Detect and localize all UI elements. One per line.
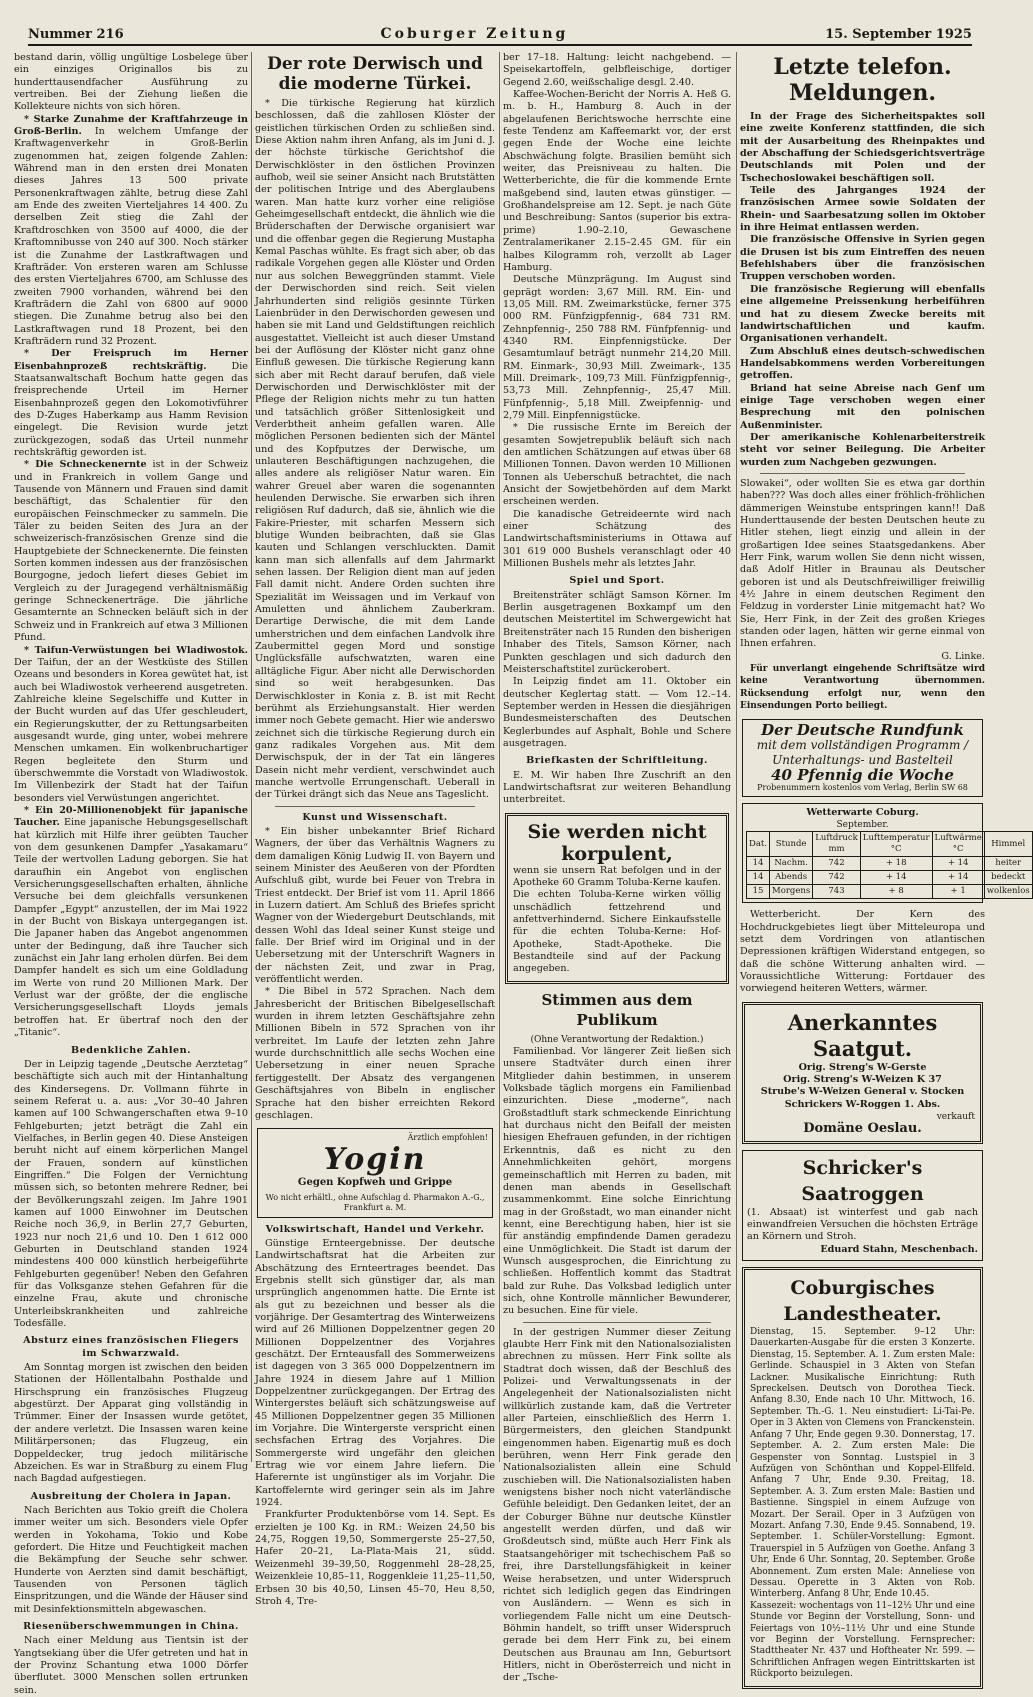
ad-footer: Wo nicht erhältl., ohne Aufschlag d. Pharmakon A.-G., Frankfurt a. M. (265, 1192, 485, 1212)
issue-date: 15. September 1925 (825, 27, 972, 42)
column-divider (499, 52, 500, 1462)
news-item: Die französische Offensive in Syrien gegen die Drusen ist bis zum Eintreffen des neuen Befehlshabers über die französischen Truppen verschoben worden. (740, 234, 985, 283)
column-2 (255, 52, 495, 1607)
weather-month: September. (836, 819, 889, 830)
article-text: Frankfurter Produktenbörse vom 14. Sept. Es erzielten je 100 Kg. in RM.: Weizen 24,50 bis 24,75, Roggen 19,50, Sommergerste 25–27,50, Hafer 20–21, La-Plata-Mais 21, südd. Weizenmehl 39–39,50, Roggenmehl 28–28,25, Weizenkleie 10,85–11, Roggenkleie 11,25–11,50, Erbsen 30 bis 40,50, Linsen 45–70, Heu 8,50, Stroh 4, Tre- (255, 1509, 495, 1607)
table-cell: + 14 (932, 857, 984, 871)
article-text: * Ein bisher unbekannter Brief Richard Wagners, der über das Verhältnis Wagners zu dem damaligen König Ludwig II. von Bayern und seinem Minister des Aeußeren von der Pfordten Aufschluß gibt, wurde bei Feuer von Trebra in Triest entdeckt. Der Brief ist vom 11. April 1866 in Luzern datiert. Am Schluß des Briefes spricht Wagner von der Wiedergeburt Deutschlands, mit dessen Wohl das Ideal seiner Kunst steige und falle. Der Brief wird im Original und in der Uebersetzung mit der Unterschrift Wagners in der nächsten Zeit, und zwar in Prag, veröffentlicht werden. (255, 825, 495, 986)
notice: Für unverlangt eingehende Schriftsätze wird keine Verantwortung übernommen. Rücksendung erfolgt nur, wenn den Einsendungen Porto beiliegt. (740, 664, 985, 712)
table-cell: 742 (813, 871, 861, 885)
table-header: Lufttemperatur °C (860, 832, 932, 857)
section-headline: Bedenkliche Zahlen. (71, 1044, 191, 1056)
theater-title: Coburgisches Landestheater. (783, 1277, 942, 1326)
advertisement-saatroggen (742, 1150, 983, 1261)
table-cell: + 8 (860, 885, 932, 899)
column-1 (14, 52, 248, 1696)
article-text: Am Sonntag morgen ist zwischen den beiden Stationen der Höllentalbahn Posthalde und Hirschsprung ein französisches Flugzeug abgestürzt. Der Apparat ging vollständig in Trümmer. Einer der Insassen wurde getötet, der andere verletzt. Die Insassen waren keine Militärpersonen; das Flugzeug, ein Doppeldecker, trug jedoch militärische Abzeichen. Es war in Straßburg zu einem Flug nach Bagdad aufgestiegen. (14, 1362, 248, 1485)
ad-subtitle: Gegen Kopfweh und Grippe (297, 1177, 453, 1189)
ad-title: Sie werden nicht korpulent, (527, 820, 707, 865)
weather-box (742, 803, 1030, 904)
article-text: * Die russische Ernte im Bereich der gesamten Sowjetrepublik beläuft sich nach den amtlichen Schätzungen auf etwas über 68 Millionen Tonnen. Davon werden 10 Millionen Tonnen als Ueberschuß betrachtet, die nach Ansicht der Sowjetbehörden auf dem Markt erscheinen werden. (503, 422, 731, 508)
article-text: Günstige Ernteergebnisse. Der deutsche Landwirtschaftsrat hat die Arbeiten zur Abschätzung des Ernteertrages beendet. Das Ergebnis stellt sich günstiger dar, als man ursprünglich angenommen hatte. Die Ernte ist als gut zu bezeichnen und besser als die vorjährige. Der Gesamtertrag des Winterweizens wird auf 26 Millionen Doppelzentner gegen 20 Millionen Doppelzentner des Vorjahres geschätzt. Der Ernteausfall des Sommerweizens ist dagegen von 3 365 000 Doppelzentnern im Jahre 1924 in diesem Jahre auf 1 Million Doppelzentner zurückgegangen. Der Ertrag des Wintergerstes beläuft sich schätzungsweise auf 45 Millionen Doppelzentner gegen 35 Millionen im Vorjahre. Die Wintergerste verspricht einen sechsfachen Ertrag des Vorjahres. Die Sommergerste wird ungefähr den gleichen Ertrag wie vor einem Jahre liefern. Die Haferernte ist ungünstiger als im Vorjahr. Die Kartoffelernte wird geringer sein als im Jahre 1924. (255, 1237, 495, 1509)
column-divider (251, 52, 252, 1462)
ad-sign: Domäne Oeslau. (803, 1121, 922, 1137)
signature: G. Linke. (941, 650, 985, 662)
article-text: Die kanadische Getreideernte wird nach einer Schätzung des Landwirtschaftsministeriums in Ottawa auf 301 619 000 Bushels veranschlagt oder 40 Millionen Bushels mehr als letztes Jahr. (503, 508, 731, 570)
news-item: Zum Abschluß eines deutsch-schwedischen Handelsabkommens werden Vorbereitungen getroffen. (740, 345, 985, 382)
section-subheadline: (Ohne Verantwortung der Redaktion.) (530, 1034, 704, 1045)
theater-program (742, 1267, 983, 1689)
ad-line: Der Deutsche Rundfunk (761, 720, 964, 739)
article-text: * Starke Zunahme der Kraftfahrzeuge in Groß-Berlin. In welchem Umfange der Kraftwagenverkehr in Groß-Berlin zugenommen hat, zeigen folgende Zahlen: Während man in den ersten drei Monaten dieses Jahres 13 500 private Personenkraftwagen zählte, betrug diese Zahl am Ende des zweiten Vierteljahres 14 400. Zu derselben Zeit stieg die Zahl der Kraftdroschken von 3500 auf 4000, die der Kraftomnibusse von 240 auf 300. Noch stärker ist die Zunahme der Lastkraftwagen und Krafträder. Von ersteren waren am Schlusse des ersten Vierteljahres 6700, am Schlusse des zweiten 7900 vorhanden, während bei den Krafträdern die Zahl von 6800 auf 9000 stiegen. Die Zunahme betrug also bei den Lastkraftwagen rund 18 Prozent, bei den Krafträdern rund 32 Prozent. (14, 113, 248, 347)
section-title: Letzte telefon. Meldungen. (773, 54, 952, 106)
table-cell: + 14 (932, 871, 984, 885)
masthead: Coburger Zeitung (380, 26, 569, 42)
advertisement-yogin (257, 1128, 493, 1217)
table-cell: + 18 (860, 857, 932, 871)
ad-footer: Probenummern kostenlos vom Verlag, Berlin SW 68 (757, 782, 968, 792)
weather-table (746, 831, 1033, 899)
ad-title: Anerkanntes Saatgut. (787, 1009, 938, 1061)
article-text: bestand darin, völlig ungültige Losbelege über ein einziges Originallos bis zu hunderttausendfacher Ausführung zu vertreiben. Bei der Ziehung ließen die Kollekteure nichts von sich hören. (14, 52, 248, 113)
ad-tagline: Ärztlich empfohlen! (407, 1133, 488, 1143)
article-text: ber 17–18. Haltung: leicht nachgebend. — Speisekartoffeln, gelbfleischige, dortiger Gegend 2.60, weißschalige desgl. 2.40. (503, 52, 731, 88)
article-text: In Leipzig findet am 11. Oktober ein deutscher Keglertag statt. — Vom 12.–14. September werden in Hessen die diesjährigen Bundesmeisterschaften des Deutschen Keglerbundes auf Asphalt, Bohle und Schere ausgetragen. (503, 676, 731, 749)
table-cell: + 1 (932, 885, 984, 899)
advertisement-rundfunk (742, 719, 983, 797)
article-headline: * Starke Zunahme der Kraftfahrzeuge in Groß-Berlin. (14, 113, 248, 138)
article-text: Der in Leipzig tagende „Deutsche Aerztetag“ beschäftigte sich auch mit der Hintanhaltung des Kindersegens. Dr. Vollmann führte in seinem Referat u. a. aus: „Vor 30–40 Jahren kamen auf 100 Schwangerschaften etwa 9–10 Fehlgeburten; jetzt beträgt die Zahl ein Vielfaches, in Berlin gegen 40. Diese Ansteigen beruht nicht auf einem körperlichen Mangel der Frauen, sondern auf künstlichen Eingriffen.“ Die Folgen der Vernichtung müssen sich, so betonten mehrere Redner, bei der Bevölkerungszahl zeigen. Im Jahre 1901 kamen auf 1000 Einwohner im Deutschen Reiche noch 36,9, in Berlin 27,7 Geburten, 1923 nur noch 21,6 und 10. Den 1 612 000 Geburten in Deutschland standen 1924 mindestens 400 000 künstlich herbeigeführte Fehlgeburten gegenüber! Neben den Gefahren für das Volksganze stehen Gefahren für die einzelne Frau, akute und chronische Unterleibskrankheiten und zahlreiche Todesfälle. (14, 1058, 248, 1330)
table-header-row (747, 832, 1033, 857)
ad-line: Schrickers W-Roggen 1. Abs. (784, 1098, 941, 1110)
article-text: Nach einer Meldung aus Tientsin ist der Yangtsekiang über die Ufer getreten und hat in der Provinz Schantung etwa 1000 Dörfer überflutet. 3000 Menschen sollen ertrunken sein. (14, 1635, 248, 1696)
news-item: Der amerikanische Kohlenarbeiterstreik steht vor seiner Beilegung. Die Arbeiter wurden zum Nachgeben gezwungen. (740, 431, 985, 468)
ad-line: mit dem vollständigen Programm / Unterhaltungs- und Bastelteil (756, 737, 969, 767)
article-text: * Taifun-Verwüstungen bei Wladiwostok. Der Taifun, der an der Westküste des Stillen Ozeans und besonders in Korea gewütet hat, ist auch bei Wladiwostok verheerend ausgetreten. Zahlreiche kleine Segelschiffe und Kutter in der Bucht wurden auf das Ufer geschleudert, ein Regierungskutter, der zu Rettungsarbeiten ausgesandt wurde, ging unter, wobei mehrere Menschen umkamen. Ein wolkenbruchartiger Regen begleitete den Sturm und überschwemmte die Vorstadt von Wladiwostok. Im Villenbezirk der Stadt hat der Taifun besonders viel Verwüstungen angerichtet. (14, 644, 248, 804)
article-text: * Die Bibel in 572 Sprachen. Nach dem Jahresbericht der Britischen Bibelgesellschaft wurden in ihrem letzten Geschäftsjahre zehn Millionen Bibeln in 572 Sprachen von ihr verbreitet. Im Laufe der letzten zehn Jahre wurde durchschnittlich alle sechs Wochen eine Uebersetzung in einer neuen Sprache fertiggestellt. Der Absatz des vergangenen Geschäftsjahres von Bibeln in englischer Sprache hat den bisher erreichten Rekord geschlagen. (255, 986, 495, 1121)
article-text: Wetterbericht. Der Kern des Hochdruckgebietes liegt über Mitteleuropa und setzt dem Vordringen von atlantischen Depressionen kräftigen Widerstand entgegen, so daß die schöne Witterung anhalten wird. — Voraussichtliche Witterung: Fortdauer des vorwiegend heiteren Wetters, wärmer. (740, 909, 985, 995)
table-cell: 14 (747, 871, 770, 885)
ad-logo: Yogin (323, 1142, 427, 1178)
table-cell: heiter (984, 857, 1032, 871)
ad-line: Orig. Streng's W-Weizen K 37 (783, 1073, 942, 1085)
article-text: Familienbad. Vor längerer Zeit ließen sich unsere Stadtväter durch einen ihrer Mitglieder dahin bestimmen, in unserem Volksbade täglich morgens ein Familienbad einzurichten. Diese „moderne“, nach Großstadtluft stark schmeckende Einrichtung hat durchaus nicht den Beifall der meisten hiesigen Ehefrauen gefunden, in der richtigen Erkenntnis, daß es nicht zu den Annehmlichkeiten gehört, morgens gemeinschaftlich mit Herren zu baden, mit denen man abends in Gesellschaft zusammenkommt. Eine solche Einrichtung mag in der Großstadt, wo man einander nicht kennt, eine Berechtigung haben, hier ist sie für anständig empfindende Damen geradezu eine Unmöglichkeit. Die Stadt ist darum der Wunsch ausgesprochen, die Einrichtung zu schließen. Hoffentlich kommt das Stadtrat bald zur Ruhe. Das Volksbad lediglich unter sich, ohne Kontrolle männlicher Bewunderer, zu besuchen. Eine für viele. (503, 1046, 731, 1317)
theater-text: Dienstag, 15. September. 9–12 Uhr: Dauerkarten-Ausgabe für die ersten 3 Konzerte. Dienstag, 15. September. A. 1. Zum ersten Male: Gerlinde. Schauspiel in 3 Akten von Stefan Lackner. Musikalische Einrichtung: Ruth Spreckelsen. Deutsch von Dorothea Tieck. Anfang 8.30, Ende nach 10 Uhr. Mittwoch, 16. September. Th.-G. 1. Neu einstudiert: Li-Tai-Pe. Oper in 3 Akten von Clemens von Franckenstein. Anfang 7 Uhr, Ende gegen 9.30. Donnerstag, 17. September. A. 2. Zum ersten Male: Die Gespenster von Sonntag. Lustspiel in 3 Aufzügen von Schönthan und Koppel-Ellfeld. Anfang 7 Uhr, Ende 9.30. Freitag, 18. September. A. 3. Zum ersten Male: Bastien und Bastienne. Singspiel in einem Aufzuge von Mozart. Der Serail. Oper in 3 Aufzügen von Mozart. Anfang 7.30, Ende 9.45. Sonnabend, 19. September. 1. Schüler-Vorstellung: Egmont. Trauerspiel in 5 Aufzügen von Goethe. Anfang 3 Uhr, Ende 6 Uhr. Sonntag, 20. September. Große Abonnement. Zum ersten Male: Anneliese von Dessau. Operette in 3 Akten von Rob. Winterberg. Anfang 8 Uhr, Ende 10.45. (750, 1327, 975, 1600)
article-headline: * Der Freispruch im Herner Eisenbahnprozeß rechtskräftig. (14, 348, 248, 372)
ad-price: 40 Pfennig die Woche (771, 765, 954, 784)
section-headline: Absturz eines französischen Fliegers im Schwarzwald. (23, 1335, 239, 1359)
section-headline: Spiel und Sport. (569, 575, 665, 587)
column-divider (736, 52, 737, 1462)
news-item: Teile des Jahrganges 1924 der französischen Armee sowie Soldaten der Rhein- und Saarbesatzung sollen im Oktober in ihre Heimat entlassen werden. (740, 185, 985, 234)
ad-line: Orig. Streng's W-Gerste (798, 1061, 927, 1073)
table-cell: 15 (747, 885, 770, 899)
ad-text: (1. Absaat) ist winterfest und gab nach einwandfreien Versuchen die höchsten Erträge an Körnern und Stroh. (747, 1206, 978, 1243)
ad-title: Schricker's Saatroggen (801, 1156, 924, 1205)
article-text: * Die türkische Regierung hat kürzlich beschlossen, daß die zahllosen Klöster der geistlichen türkischen Orden zu schließen sind. Diese Aktion nahm ihren Anfang, als im Juni d. J. der höchste türkische Gerichtshof die Derwischklöster in den östlichen Provinzen aufhob, weil sie seiner Ansicht nach Brutstätten der politischen Intrige und des Aberglaubens waren. Man hatte kurz vorher eine religiöse Geheimgesellschaft entdeckt, die ähnlich wie die Brüderschaften der Derwische organisiert war und die offenbar gegen die Regierung Mustapha Kemal Paschas wühlte. Es fragt sich aber, ob das radikale Vorgehen gegen alle Klöster und Orden nur aus solchen Beweggründen stammt. Viele der Derwischorden sind reich. Seit vielen Jahrhunderten sind religiös gesinnte Türken Laienbrüder in den Derwischorden gewesen und haben sie mit Land und Geldstiftungen reichlich ausgestattet. Vielleicht ist auch dieser Umstand bei der Auflösung der Klöster nicht ganz ohne Einfluß gewesen. Die türkische Regierung kann sich aber mit Recht darauf berufen, daß viele Derwischorden und Derwischklöster mit der Pflege der Religion nichts mehr zu tun hatten und tatsächlich größer Sittenlosigkeit und Verderbtheit anheim gefallen waren. Alle möglichen Personen bedienten sich der Mäntel und des Kopfputzes der Derwische, um unlauteren Beschäftigungen nachzugehen, die alles andere als religiöser Natur waren. Ein wahrer Greuel aber waren die sogenannten heulenden Derwische. Sie erwarben sich ihren religiösen Ruf dadurch, daß sie, ähnlich wie die Fakire-Priester, mit scharfen Messern sich blutige Wunden beibrachten, daß sie Glas kauten und Schlangen verschluckten. Damit kann man sich allenfalls auf dem Jahrmarkt sehen lassen. Der Religion dient man auf jeden Fall damit nicht. Andere Orden suchten ihre Spezialität im Weissagen und im Verkauf von Amuletten und ähnlichem Zauberkram. Derartige Derwische, die mit dem Lande umherstrichen und dem einfachen Landvolk ihre Zaubermittel gegen Mord und sonstige Unglücksfälle aufschwatzten, waren eine alltägliche Figur. Aber nicht alle Derwischorden sind so weit herabgesunken. Das Derwischkloster in Konia z. B. ist mit Recht berühmt als Erziehungsanstalt. Hier werden immer noch Gebete gemacht. Hier wie anderswo zeichnet sich die türkische Regierung durch ein ganz radikales Vorgehen aus. Mit dem Derwischspuk, der in der Tat ein längeres Dasein nicht mehr verdient, verschwindet auch manche wertvolle Errungenschaft. Ueberall in der Türkei drängt sich das Neue ans Tageslicht. (255, 98, 495, 801)
article-text: E. M. Wir haben Ihre Zuschrift an den Landwirtschaftsrat zur weiteren Behandlung unterbreitet. (503, 769, 731, 806)
table-row (747, 871, 1033, 885)
table-cell: Abends (770, 871, 813, 885)
article-text: In der gestrigen Nummer dieser Zeitung glaubte Herr Fink mit den Nationalsozialisten abrechnen zu müssen. Herr Fink sollte als Stadtrat doch wissen, daß der Beschluß des Polizei- und Verwaltungssenats in der Angelegenheit der Nationalsozialisten nicht willkürlich zustande kam, daß die Vertreter aller Parteien, einschließlich des Herrn 1. Bürgermeisters, den gleichen Standpunkt eingenommen haben. Eigenartig muß es doch berühren, wenn Herr Fink gerade den Nationalsozialisten allein eine Schuld zuschieben will. Die Nationalsozialisten haben wenigstens bisher noch nicht vaterländische Gefühle beleidigt. Den Gedanken leitet, der an der Coburger Bühne nur deutsche Künstler angestellt werden dürfen, und daß wir Großdeutsch sind, müßte auch Herr Fink als Staatsangehöriger mit tschechischem Paß so frei, ihre Darstellungsfähigkeit in keiner Weise herabsetzen, und unter Widerspruch richtet sich lediglich gegen das Eindringen von Ausländern. — Wenn es sich in vorliegendem Falle nicht um eine Deutsch-Böhmin handelt, so trifft unser Widerspruch gerade bei dem Herr Fink zu, bei einem Deutschen aus Braunau am Inn, Geburtsort Hitlers, nicht in Oberösterreich und nicht in der „Tsche- (503, 1326, 731, 1684)
table-cell: Nachm. (770, 857, 813, 871)
article-text: * Die Schneckenernte ist in der Schweiz und in Frankreich in vollem Gange und Tausende von Männern und Frauen sind damit beschäftigt, das Schalentier für den europäischen Feinschmecker zu sammeln. Die Täler zu beiden Seiten des Jura an der schweizerisch-französischen Grenze sind die Hauptgebiete der Schneckenernte. Die feinsten Sorten kommen indessen aus der französischen Bourgogne, jedoch liefert dieses Gebiet im Vergleich zu der Juragegend verhältnismäßig geringe Schneckenerträge. Die jährliche Gesamternte an Schnecken beläuft sich in der Schweiz und in Frankreich auf etwa 3 Millionen Pfund. (14, 459, 248, 644)
ad-sign: Eduard Stahn, Meschenbach. (820, 1243, 978, 1255)
news-item: Briand hat seine Abreise nach Genf um einige Tage verschoben wegen einer Besprechung mit den polnischen Außenminister. (740, 382, 985, 431)
table-cell: 743 (813, 885, 861, 899)
table-header: Dat. (747, 832, 770, 857)
article-text: Kaffee-Wochen-Bericht der Norris A. Heß G. m. b. H., Hamburg 8. Auch in der abgelaufenen Berichtswoche herrschte eine feste Tendenz am Kaffeemarkt vor, der erst gegen Ende der Woche eine leichte Abschwächung folgte. Brasilien bemüht sich weiter, das Preisniveau zu halten. Die Wetterberichte, die für die kommende Ernte maßgebend sind, lauten etwas günstiger. — Großhandelspreise am 12. Sept. je nach Güte und Beschreibung: Santos (superior bis extra-prime) 1.90–2.10, Gewaschene Zentralamerikaner 2.15–2.45 GM. für ein halbes Kilogramm roh, verzollt ab Lager Hamburg. (503, 89, 731, 273)
divider (760, 473, 965, 474)
table-cell: + 14 (860, 871, 932, 885)
page-header (28, 22, 972, 42)
table-row (747, 857, 1033, 871)
table-cell: 742 (813, 857, 861, 871)
table-cell: Morgens (770, 885, 813, 899)
header-rule (28, 44, 972, 46)
weather-title: Wetterwarte Coburg. (806, 806, 919, 818)
article-text: * Ein 20-Millionenobjekt für japanische Taucher. Eine japanische Hebungsgesellschaft hat kürzlich mit Hilfe ihrer geübten Taucher von dem gesunkenen Dampfer „Yasakamaru“ Teile der wertvollen Ladung geborgen. Sie hat daraufhin ein Angebot von englischen Versicherungsgesellschaften erhalten, ähnliche Versuche bei dem gleichfalls versunkenen Dampfer „Egypt“ anzustellen, der im Mai 1922 in der Bucht von Biskaya untergegangen ist. Die Japaner haben das Angebot angenommen unter der Bedingung, daß ihre Taucher sich zunächst ein Jahr lang erholen dürfen. Bei dem Dampfer handelt es sich um eine Goldladung im Werte von rund 20 Millionen Mark. Der Verlust war der größte, der die englische Versicherungsgesellschaft Lloyds jemals betroffen hat. Er übertraf noch den der „Titanic“. (14, 804, 248, 1039)
table-cell: wolkenlos (984, 885, 1032, 899)
news-item: In der Frage des Sicherheitspaktes soll eine zweite Konferenz stattfinden, die sich mit der Ausarbeitung des Rheinpaktes und der Abschaffung der Schiedsgerichtsverträge Deutschlands mit Polen und der Tschechoslowakei beschäftigen soll. (740, 111, 985, 184)
table-cell: 14 (747, 857, 770, 871)
table-header: Luftwärme °C (932, 832, 984, 857)
section-headline: Kunst und Wissenschaft. (302, 811, 448, 823)
divider (275, 806, 475, 807)
table-header: Luftdruck mm (813, 832, 861, 857)
article-text: * Der Freispruch im Herner Eisenbahnprozeß rechtskräftig. Die Staatsanwaltschaft Bochum hatte gegen das freisprechende Urteil im Herner Eisenbahnprozeß gegen den Lokomotivführer des D-Zuges Haberkamp aus Hamm Revision eingelegt. Die Revision wurde jetzt zurückgezogen, sodaß das Urteil nunmehr rechtskräftig geworden ist. (14, 348, 248, 458)
ad-line: Strube's W-Weizen General v. Stocken (760, 1086, 965, 1098)
table-cell: bedeckt (984, 871, 1032, 885)
section-headline: Stimmen aus dem Publikum (541, 990, 693, 1029)
section-headline: Volkswirtschaft, Handel und Verkehr. (265, 1223, 485, 1235)
table-header: Himmel (984, 832, 1032, 857)
table-header: Stunde (770, 832, 813, 857)
article-text: Slowakei“, oder wollten Sie es etwa gar dorthin haben??? Was doch alles einer fröhlich-fröhlichen dämmerigen Weinstube entspringen kann!! Daß Hunderttausende der besten Deutschen heute zu Hitler stehen, liegt einzig und allein in der großartigen Idee seines Staatsgedankens. Aber Herr Fink, warum wollen Sie denn nicht wissen, daß Adolf Hitler in Braunau als Deutscher geboren ist und als Deutschfreiwilliger freiwillig 4½ Jahre in einem deutschen Regiment den Feldzug in vorderster Linie mitgemacht hat? Wo Sie, Herr Fink, in der Zeit des großen Krieges standen oder lagen, hätten wir gerne einmal von Ihnen erfahren. (740, 477, 985, 650)
column-3 (503, 52, 731, 1684)
column-4 (740, 52, 1030, 1680)
ad-line: verkauft (936, 1111, 975, 1122)
section-headline: Ausbreitung der Cholera in Japan. (30, 1490, 232, 1502)
advertisement-toluba (505, 813, 729, 984)
advertisement-saatgut (742, 1002, 983, 1144)
article-headline: * Taifun-Verwüstungen bei Wladiwostok. (24, 644, 248, 656)
section-headline: Riesenüberschwemmungen in China. (23, 1620, 239, 1632)
article-text: Deutsche Münzprägung. Im August sind geprägt worden: 3,67 Mill. RM. Ein- und 13,05 Mill. RM. Zweimarkstücke, ferner 375 000 RM. Fünfzigpfennig-, 684 731 RM. Zehnpfennig-, 250 788 RM. Fünfpfennig- und 4340 RM. Einpfennigstücke. Der Gesamtumlauf beträgt nunmehr 214,20 Mill. RM. Einmark-, 30,93 Mill. Zweimark-, 135 Mill. Dreimark-, 109,73 Mill. Fünfzigpfennig-, 53,73 Mill. Zehnpfennig-, 25,47 Mill. Fünfpfennig-, 5,18 Mill. Zweipfennig- und 2,79 Mill. Einpfennigstücke. (503, 274, 731, 421)
section-headline: Briefkasten der Schriftleitung. (526, 755, 708, 767)
article-headline: * Ein 20-Millionenobjekt für japanische Taucher. (14, 804, 248, 829)
divider (523, 1322, 711, 1323)
news-item: Die französische Regierung will ebenfalls eine allgemeine Preissenkung herbeiführen und hat zu diesem Zwecke bereits mit landwirtschaftlichen und kaufm. Organisationen verhandelt. (740, 283, 985, 345)
theater-box-office: Kassezeit: wochentags von 11–12½ Uhr und eine Stunde vor Beginn der Vorstellung, Sonn- und Feiertags von 10½–11½ Uhr und eine Stunde vor Beginn der Vorstellung. Fernsprecher: Stadttheater Nr. 437 und Hoftheater Nr. 599. — Schriftlichen Anfragen wegen Eintrittskarten ist Rückporto beizulegen. (750, 1600, 975, 1680)
article-text: Nach Berichten aus Tokio greift die Cholera immer weiter um sich. Besonders viele Opfer werden in Yokohama, Tokio und Kobe gefordert. Die Hitze und Feuchtigkeit machen die Bekämpfung der Seuche sehr schwer. Hunderte von Aerzten sind damit beschäftigt, Tausenden von Personen täglich Einspritzungen, und die Wände der Häuser sind mit Desinfektionsmitteln abgewaschen. (14, 1504, 248, 1615)
article-title: Der rote Derwisch und die moderne Türkei. (267, 54, 483, 94)
ad-text: wenn sie unsern Rat befolgen und in der Apotheke 60 Gramm Toluba-Kerne kaufen. Die echten Toluba-Kerne wirken völlig unschädlich fettzehrend und anfettverhindernd. Sichere Einkaufsstelle für die echten Toluba-Kerne: Hof-Apotheke, Stadt-Apotheke. Die Bestandteile sind auf der Packung angegeben. (513, 864, 721, 975)
issue-number: Nummer 216 (28, 27, 124, 42)
table-row (747, 885, 1033, 899)
article-text: Breitensträter schlägt Samson Körner. Im Berlin ausgetragenen Boxkampf um den deutschen Meistertitel im Schwergewicht hat Breitensträter nach 15 Runden den bisherigen Inhaber des Titels, Samson Körner, nach Punkten geschlagen und sich dadurch den Meisterschaftstitel zurückerobert. (503, 589, 731, 675)
article-headline: * Die Schneckenernte (24, 459, 147, 471)
